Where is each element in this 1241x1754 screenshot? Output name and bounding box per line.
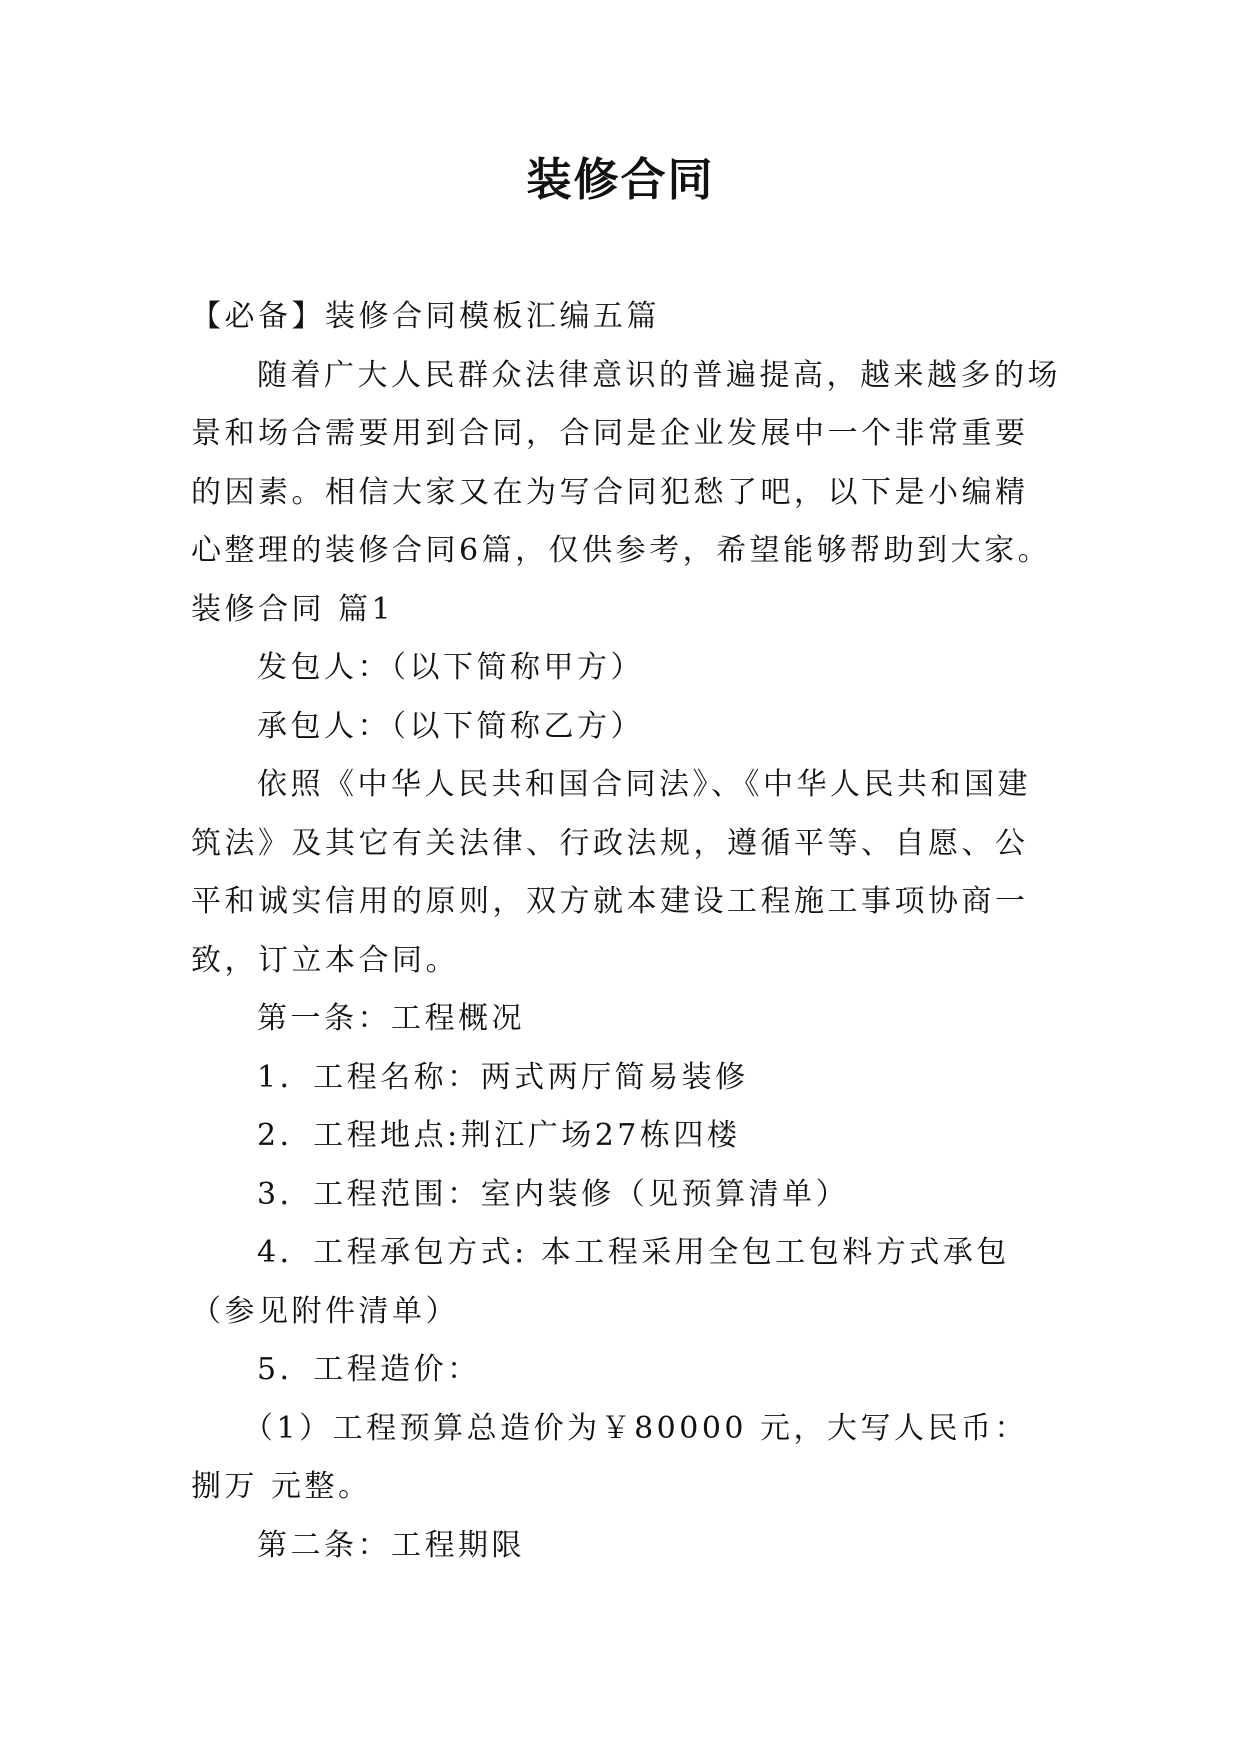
- document-body: [191, 288, 1061, 1575]
- contract-method-item: 4．工程承包方式: 本工程采用全包工包料方式承包（参见附件清单）: [191, 1235, 1010, 1329]
- project-location-item: 2．工程地点:荆江广场27栋四楼: [257, 1118, 741, 1153]
- price-clause: （1）工程预算总造价为￥80000 元，大写人民币：捌万 元整。: [191, 1410, 1029, 1504]
- contractor-line: 承包人：（以下简称乙方）: [257, 708, 644, 744]
- intro-paragraph: 随着广大人民群众法律意识的普遍提高，越来越多的场景和场合需要用到合同，合同是企业发展中一个非常重要的因素。相信大家又在为写合同犯愁了吧，以下是小编精心整理的装修合同6篇，仅供参考，希望能够帮助到大家。: [191, 357, 1061, 568]
- project-scope-item: 3．工程范围：室内装修（见预算清单）: [257, 1176, 850, 1212]
- section-title: 装修合同 篇1: [191, 591, 395, 627]
- document-heading: 【必备】装修合同模板汇编五篇: [191, 299, 660, 334]
- project-name-item: 1．工程名称：两式两厅简易装修: [257, 1059, 749, 1095]
- document-title: 装修合同: [526, 153, 715, 206]
- employer-line: 发包人：（以下简称甲方）: [257, 650, 644, 685]
- article-2-title: 第二条：工程期限: [257, 1527, 525, 1563]
- legal-basis-paragraph: 依照《中华人民共和国合同法》、《中华人民共和国建筑法》及其它有关法律、行政法规，遵循平等、自愿、公平和诚实信用的原则，双方就本建设工程施工事项协商一致，订立本合同。: [191, 767, 1031, 978]
- project-cost-item: 5．工程造价：: [257, 1352, 481, 1387]
- article-1-title: 第一条：工程概况: [257, 1001, 525, 1036]
